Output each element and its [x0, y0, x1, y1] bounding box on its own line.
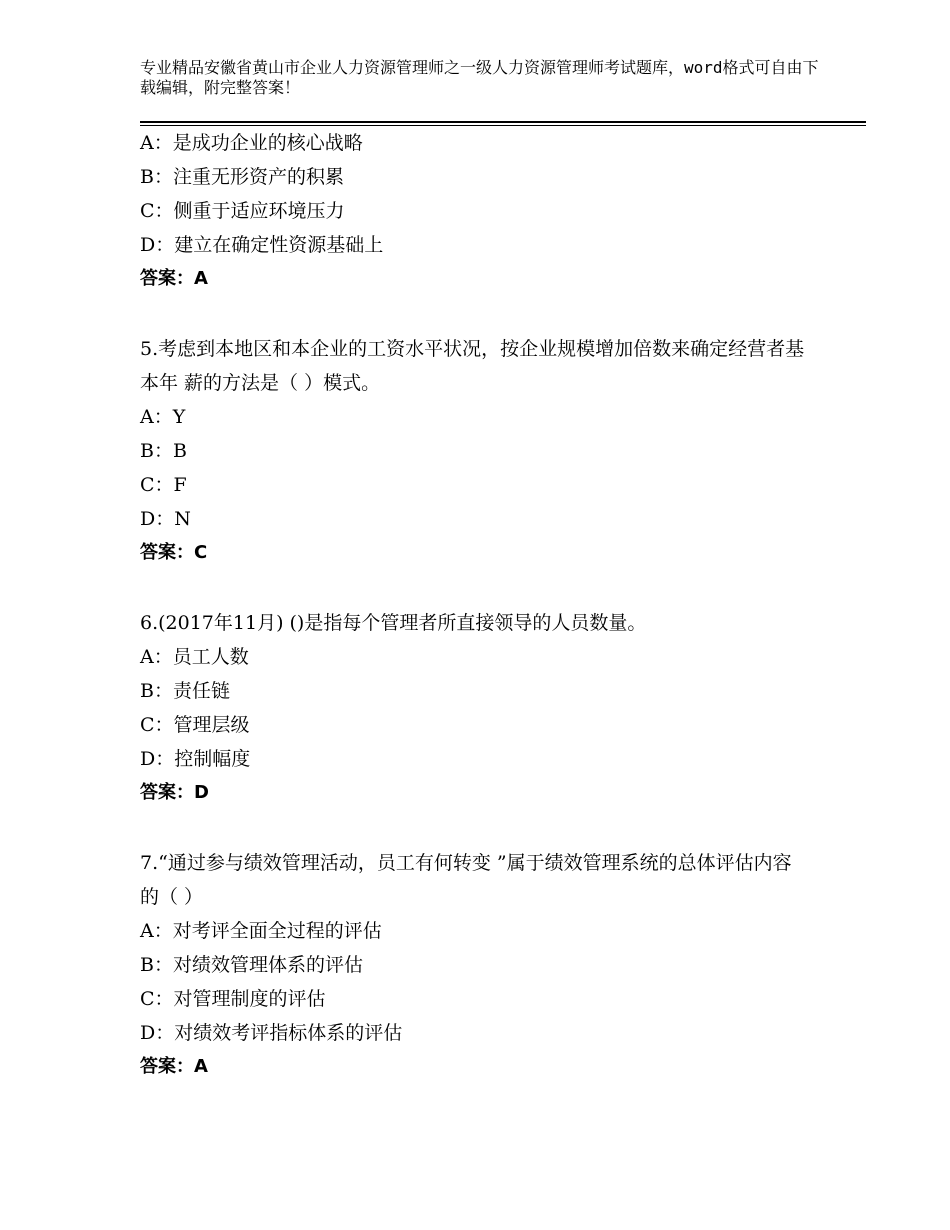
- answer: 答案：A: [140, 268, 208, 289]
- option-d: D：对绩效考评指标体系的评估: [140, 1022, 403, 1044]
- question-stem: 5.考虑到本地区和本企业的工资水平状况，按企业规模增加倍数来确定经营者基本年 薪的方法是（ ）模式。: [140, 338, 805, 394]
- question-list: [140, 126, 820, 1084]
- spacer: [140, 296, 820, 332]
- document-header: [140, 58, 830, 98]
- question-7: [140, 846, 820, 1084]
- question-stem: 6.(2017年11月) ()是指每个管理者所直接领导的人员数量。: [140, 612, 647, 634]
- answer: 答案：C: [140, 542, 208, 563]
- option-a: A：Y: [140, 406, 186, 428]
- answer: 答案：A: [140, 1056, 208, 1077]
- option-b: B：B: [140, 440, 187, 462]
- header-divider-thick: [140, 121, 866, 123]
- option-a: A：对考评全面全过程的评估: [140, 920, 382, 942]
- option-a: A：是成功企业的核心战略: [140, 132, 363, 154]
- option-d: D：N: [140, 508, 191, 530]
- option-c: C：管理层级: [140, 714, 250, 736]
- header-title: 专业精品安徽省黄山市企业人力资源管理师之一级人力资源管理师考试题库，word格式可自由下载编辑，附完整答案！: [140, 58, 819, 97]
- option-b: B：对绩效管理体系的评估: [140, 954, 363, 976]
- option-c: C：对管理制度的评估: [140, 988, 326, 1010]
- question-4: [140, 126, 820, 296]
- option-b: B：责任链: [140, 680, 230, 702]
- answer: 答案：D: [140, 782, 209, 803]
- spacer: [140, 570, 820, 606]
- question-5: [140, 332, 820, 570]
- question-stem: 7.“通过参与绩效管理活动，员工有何转变 ”属于绩效管理系统的总体评估内容的（ ）: [140, 852, 792, 908]
- option-c: C：侧重于适应环境压力: [140, 200, 345, 222]
- option-b: B：注重无形资产的积累: [140, 166, 344, 188]
- option-c: C：F: [140, 474, 187, 496]
- option-a: A：员工人数: [140, 646, 249, 668]
- option-d: D：建立在确定性资源基础上: [140, 234, 384, 256]
- option-d: D：控制幅度: [140, 748, 251, 770]
- spacer: [140, 810, 820, 846]
- question-6: [140, 606, 820, 810]
